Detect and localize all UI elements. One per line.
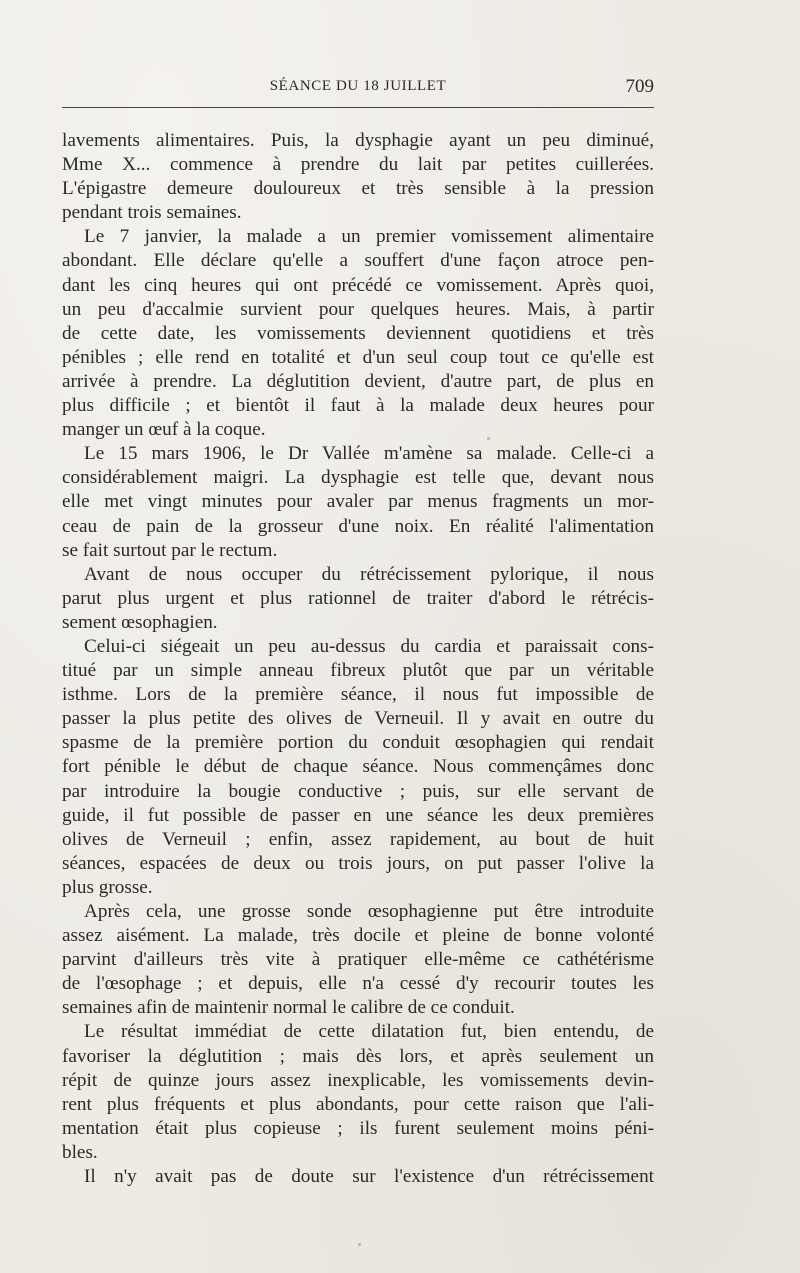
text-line: passer la plus petite des olives de Verneuil. Il y avait en outre du [62, 708, 654, 730]
text-line: spasme de la première portion du conduit œsophagien qui rendait [62, 732, 654, 754]
paper-speck [487, 437, 490, 440]
page-header [62, 78, 654, 100]
text-line: manger un œuf à la coque. [62, 419, 266, 441]
text-line: sement œsophagien. [62, 611, 218, 633]
text-line: dant les cinq heures qui ont précédé ce vomissement. Après quoi, [62, 274, 654, 296]
text-line: Mme X... commence à prendre du lait par petites cuillerées. [62, 154, 654, 176]
text-line: par introduire la bougie conductive ; puis, sur elle servant de [62, 780, 654, 802]
text-line: parut plus urgent et plus rationnel de traiter d'abord le rétrécis- [62, 587, 654, 609]
text-line: lavements alimentaires. Puis, la dysphagie ayant un peu diminué, [62, 130, 654, 151]
running-head: SÉANCE DU 18 JUILLET [269, 78, 447, 94]
text-line: Il n'y avait pas de doute sur l'existence d'un rétrécissement [84, 1166, 654, 1188]
text-line: elle met vingt minutes pour avaler par menus fragments un mor- [62, 491, 654, 513]
paragraph [62, 442, 654, 562]
text-line: assez aisément. La malade, très docile et pleine de bonne volonté [62, 925, 654, 947]
text-line: arrivée à prendre. La déglutition devient, d'autre part, de plus en [62, 370, 654, 392]
text-line: olives de Verneuil ; enfin, assez rapidement, au bout de huit [62, 828, 654, 850]
text-line: favoriser la déglutition ; mais dès lors, et après seulement un [62, 1045, 654, 1067]
text-line: L'épigastre demeure douloureux et très sensible à la pression [62, 178, 654, 200]
text-line: guide, il fut possible de passer en une séance les deux premières [62, 804, 654, 826]
paragraph [62, 1020, 654, 1165]
text-line: plus grosse. [62, 876, 153, 898]
text-line: Avant de nous occuper du rétrécissement pylorique, il nous [84, 563, 654, 585]
paragraph [62, 225, 654, 442]
text-line: ceau de pain de la grosseur d'une noix. En réalité l'alimentation [62, 515, 654, 537]
text-line: fort pénible le début de chaque séance. Nous commençâmes donc [62, 756, 654, 778]
text-line: Celui-ci siégeait un peu au-dessus du cardia et paraissait cons- [84, 635, 654, 657]
text-line: Le 7 janvier, la malade a un premier vomissement alimentaire [84, 226, 654, 248]
text-line: Après cela, une grosse sonde œsophagienne put être introduite [84, 901, 654, 922]
text-line: considérablement maigri. La dysphagie est telle que, devant nous [62, 467, 654, 489]
text-line: de cette date, les vomissements deviennent quotidiens et très [62, 322, 654, 344]
text-line: Le 15 mars 1906, le Dr Vallée m'amène sa malade. Celle-ci a [84, 443, 654, 465]
page-number: 709 [625, 76, 654, 97]
text-line: répit de quinze jours assez inexplicable, les vomissements devin- [62, 1069, 654, 1091]
paragraph [62, 563, 654, 635]
paper-speck [358, 1243, 361, 1246]
text-line: titué par un simple anneau fibreux plutôt que par un véritable [62, 660, 654, 682]
paragraph [62, 129, 654, 225]
text-line: rent plus fréquents et plus abondants, pour cette raison que l'ali- [62, 1093, 654, 1115]
paragraph [62, 635, 654, 900]
text-line: abondant. Elle déclare qu'elle a souffert d'une façon atroce pen- [62, 250, 654, 272]
text-line: mentation était plus copieuse ; ils furent seulement moins péni- [62, 1117, 654, 1139]
text-line: bles. [62, 1141, 98, 1163]
header-rule [62, 107, 654, 108]
text-line: séances, espacées de deux ou trois jours, on put passer l'olive la [62, 852, 654, 874]
text-line: isthme. Lors de la première séance, il nous fut impossible de [62, 684, 654, 706]
text-line: de l'œsophage ; et depuis, elle n'a cessé d'y recourir toutes les [62, 973, 654, 995]
text-line: pendant trois semaines. [62, 202, 242, 224]
paragraph [62, 900, 654, 1020]
paragraph [62, 1165, 654, 1189]
body-text [62, 129, 654, 1189]
text-line: plus difficile ; et bientôt il faut à la malade deux heures pour [62, 395, 654, 417]
text-line: Le résultat immédiat de cette dilatation fut, bien entendu, de [84, 1021, 654, 1043]
text-line: un peu d'accalmie survient pour quelques heures. Mais, à partir [62, 298, 654, 320]
text-line: se fait surtout par le rectum. [62, 539, 278, 561]
text-line: semaines afin de maintenir normal le calibre de ce conduit. [62, 997, 515, 1019]
text-line: pénibles ; elle rend en totalité et d'un seul coup tout ce qu'elle est [62, 346, 654, 368]
text-line: parvint d'ailleurs très vite à pratiquer elle-même ce cathétérisme [62, 949, 654, 971]
